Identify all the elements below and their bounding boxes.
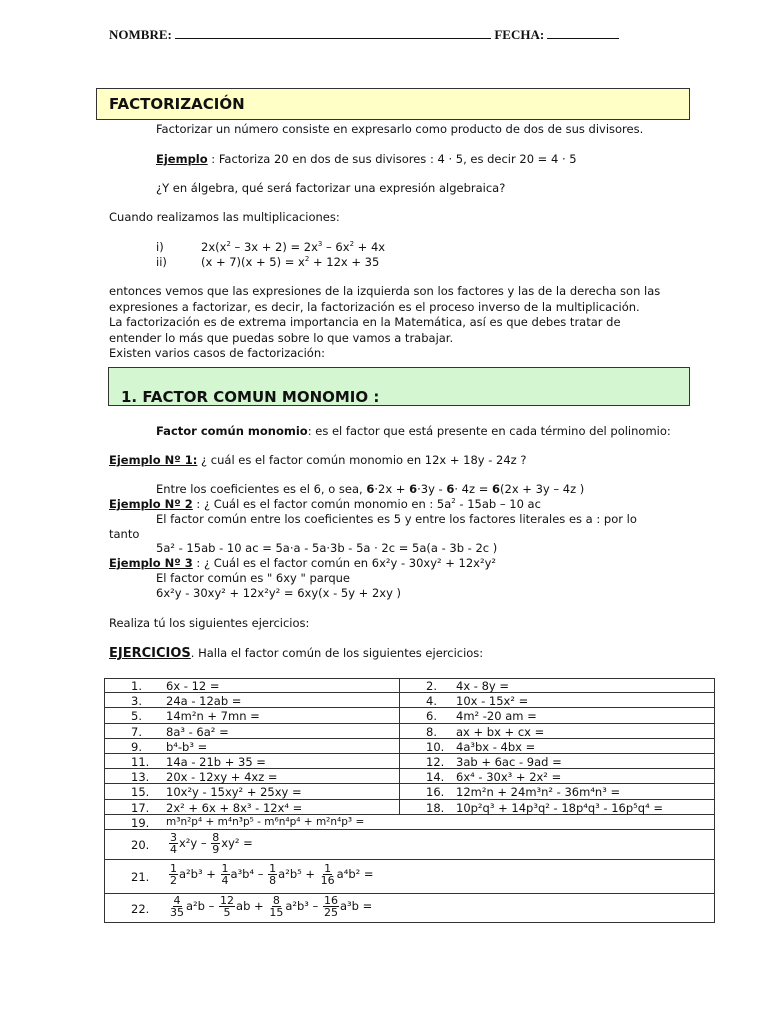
explanation-paragraph xyxy=(109,284,660,362)
factor-bold: 6 xyxy=(446,482,455,496)
exercise-number: 2. xyxy=(426,679,437,693)
ejemplo-3-text: : ¿ Cuál es el factor común en 6x²y - 30xy² + 12x²y² xyxy=(192,556,497,570)
exercise-number: 12. xyxy=(426,755,445,769)
exercise-expression: m³n²p⁴ + m⁴n³p⁵ - m⁶n⁴p⁴ + m²n⁴p³ = xyxy=(166,816,365,828)
ejercicios-label: EJERCICIOS xyxy=(109,646,191,661)
exercise-row xyxy=(104,678,714,693)
exercise-row-21 xyxy=(104,860,714,894)
numerator: 8 xyxy=(212,831,220,844)
denominator: 5 xyxy=(223,906,231,919)
exercise-number: 20. xyxy=(131,838,150,852)
section-title: FACTORIZACIÓN xyxy=(109,95,245,113)
exercise-number: 15. xyxy=(131,785,150,800)
exercise-number: 19. xyxy=(131,816,150,830)
denominator: 2 xyxy=(170,874,177,887)
exercise-row xyxy=(104,724,714,739)
exercise-number: 3. xyxy=(131,694,142,709)
exercise-row xyxy=(104,739,714,754)
ejemplo-3-explanation: El factor común es " 6xy " parque xyxy=(156,571,350,585)
exercise-expression xyxy=(168,832,253,855)
exercise-expression: 6x⁴ - 30x³ + 2x² = xyxy=(456,770,562,785)
ejemplo-line xyxy=(156,152,577,166)
factorizacion-title-box xyxy=(96,88,690,120)
exercise-expression: 10p²q³ + 14p³q² - 18p⁴q³ - 16p⁵q⁴ = xyxy=(456,800,663,815)
exercise-number: 1. xyxy=(131,679,142,693)
numerator: 16 xyxy=(323,894,338,907)
exercise-row xyxy=(104,769,714,784)
exercise-expression: 20x - 12xy + 4xz = xyxy=(166,770,278,785)
exercise-expression: ax + bx + cx = xyxy=(456,724,545,739)
denominator: 35 xyxy=(170,906,184,919)
numerator: 1 xyxy=(269,862,277,875)
term: xy² = xyxy=(221,836,253,850)
factor-bold: 6 xyxy=(409,482,418,496)
exercise-expression: 4a³bx - 4bx = xyxy=(456,739,536,754)
term: a³b = xyxy=(339,899,373,913)
term: x²y – xyxy=(179,836,207,850)
exercise-number: 21. xyxy=(131,870,150,884)
term: a²b – xyxy=(186,899,215,913)
exercise-number: 22. xyxy=(131,902,150,916)
ejemplo-2-line xyxy=(109,497,541,511)
paragraph-line: entonces vemos que las expresiones de la izquierda son los factores y las de la derecha son las xyxy=(109,284,661,298)
solution-text: Entre los coeficientes es el 6, o sea, xyxy=(156,482,367,496)
exponent: 2 xyxy=(349,240,355,249)
exercise-number: 11. xyxy=(131,755,150,769)
mult-ii-text: + 12x + 35 xyxy=(309,255,380,269)
term: ab + xyxy=(236,899,264,913)
definition-text: : es el factor que está presente en cada término del polinomio: xyxy=(307,424,671,438)
ejercicios-text: . Halla el factor común de los siguientes ejercicios: xyxy=(190,646,484,660)
ejemplo-2-solution: 5a² - 15ab - 10 ac = 5a·a - 5a·3b - 5a · 2c = 5a(a - 3b - 2c ) xyxy=(156,541,498,555)
exercise-expression: 10x²y - 15xy² + 25xy = xyxy=(166,785,302,800)
numerator: 1 xyxy=(221,862,229,875)
denominator: 4 xyxy=(170,843,177,856)
paragraph-line: entender lo más que puedas sobre lo que vamos a trabajar. xyxy=(109,330,454,345)
fecha-blank[interactable] xyxy=(547,26,619,39)
exercise-number: 4. xyxy=(426,694,437,709)
exercise-row xyxy=(104,784,714,799)
ejemplo-1-text: ¿ cuál es el factor común monomio en 12x + 18y - 24z ? xyxy=(197,453,527,467)
exercise-expression: 4x - 8y = xyxy=(456,679,509,693)
denominator: 9 xyxy=(212,843,220,856)
solution-text: ·3y - xyxy=(417,482,447,496)
ejercicios-heading xyxy=(109,646,483,661)
denominator: 4 xyxy=(221,874,229,887)
factor-bold: 6 xyxy=(366,482,375,496)
factor-comun-title-box xyxy=(108,367,690,406)
mult-i-text: – 3x + 2) = 2x xyxy=(230,240,318,254)
ejemplo-1-label: Ejemplo Nº 1: xyxy=(109,453,198,467)
ejemplo-1-solution xyxy=(156,482,584,496)
mult-i-text: + 4x xyxy=(354,240,386,254)
term: a²b⁵ + xyxy=(278,867,316,881)
exercise-number: 8. xyxy=(426,724,437,739)
fraction xyxy=(268,895,284,918)
exercise-expression xyxy=(168,895,372,918)
intro-paragraph: Factorizar un número consiste en expresarlo como producto de dos de sus divisores. xyxy=(156,122,644,136)
numerator: 12 xyxy=(220,894,235,907)
denominator: 8 xyxy=(269,874,277,887)
exercise-number: 5. xyxy=(131,709,142,724)
exercise-row xyxy=(104,693,714,708)
fraction xyxy=(169,895,185,918)
exercise-expression: 14a - 21b + 35 = xyxy=(166,755,266,769)
mult-i-label: i) xyxy=(156,240,164,254)
exercise-expression: 2x² + 6x + 8x³ - 12x⁴ = xyxy=(166,800,303,815)
fraction xyxy=(219,895,235,918)
ejemplo-label: Ejemplo xyxy=(156,152,208,166)
denominator: 16 xyxy=(320,874,335,887)
exercise-number: 17. xyxy=(131,800,150,815)
exercise-row-19 xyxy=(104,815,714,830)
ejemplo-2-tanto: tanto xyxy=(109,527,140,541)
exercise-number: 16. xyxy=(426,785,445,800)
exponent: 3 xyxy=(317,240,323,249)
numerator: 1 xyxy=(324,862,332,875)
definition-line xyxy=(156,424,671,438)
ejemplo-3-solution: 6x²y - 30xy² + 12x²y² = 6xy(x - 5y + 2xy ) xyxy=(156,586,402,600)
factor-bold: 6 xyxy=(492,482,501,496)
fraction xyxy=(169,863,178,886)
ejemplo-2-label: Ejemplo Nº 2 xyxy=(109,497,193,511)
term: a⁴b² = xyxy=(336,867,374,881)
numerator: 3 xyxy=(170,831,177,844)
ejemplo-2-text: : ¿ Cuál es el factor común monomio en : 5a xyxy=(192,497,452,511)
exercise-number: 13. xyxy=(131,770,150,785)
ejemplo-3-line xyxy=(109,556,496,570)
mult-ii xyxy=(156,255,379,269)
term: a³b⁴ – xyxy=(230,867,264,881)
mult-i xyxy=(156,240,385,254)
cuando-line: Cuando realizamos las multiplicaciones: xyxy=(109,210,340,224)
fraction xyxy=(221,863,230,886)
exponent: 2 xyxy=(304,255,310,264)
fraction xyxy=(320,863,336,886)
exercise-expression xyxy=(168,863,374,886)
mult-i-text: – 6x xyxy=(322,240,350,254)
denominator: 15 xyxy=(269,906,284,919)
exercise-number: 6. xyxy=(426,709,437,724)
fraction xyxy=(211,832,220,855)
solution-text: ·2x + xyxy=(374,482,410,496)
exercise-expression: 14m²n + 7mn = xyxy=(166,709,260,724)
exercise-row-20 xyxy=(104,830,714,860)
exercise-expression: 10x - 15x² = xyxy=(456,694,529,709)
exercise-number: 7. xyxy=(131,724,142,739)
exercise-expression: 4m² -20 am = xyxy=(456,709,537,724)
paragraph-line: Existen varios casos de factorización: xyxy=(109,346,326,360)
term: a²b³ + xyxy=(179,867,216,881)
ejemplo-2-explanation: El factor común entre los coeficientes es 5 y entre los factores literales es a : por lo xyxy=(156,512,637,526)
exercise-expression: 3ab + 6ac - 9ad = xyxy=(456,755,562,769)
ejemplo-text: : Factoriza 20 en dos de sus divisores : 4 · 5, es decir 20 = 4 · 5 xyxy=(207,152,577,166)
nombre-blank[interactable] xyxy=(175,26,491,39)
paragraph-line: expresiones a factorizar, es decir, la factorización es el proceso inverso de la multiplicación. xyxy=(109,299,640,314)
exercise-number: 10. xyxy=(426,739,445,754)
exercise-row xyxy=(104,800,714,815)
exercise-row xyxy=(104,754,714,769)
ejemplo-2-text: - 15ab – 10 ac xyxy=(455,497,541,511)
fraction xyxy=(169,832,178,855)
definition-label: Factor común monomio xyxy=(156,424,308,438)
numerator: 1 xyxy=(170,862,177,875)
fraction xyxy=(323,895,339,918)
mult-i-text: 2x(x xyxy=(201,240,227,254)
exercise-row-22 xyxy=(104,894,714,923)
exponent: 2 xyxy=(451,497,456,506)
exponent: 2 xyxy=(226,240,231,249)
exercise-expression: 8a³ - 6a² = xyxy=(166,724,229,739)
nombre-label: NOMBRE: xyxy=(109,27,172,42)
term: a²b³ – xyxy=(285,899,319,913)
name-date-header xyxy=(109,26,619,43)
numerator: 8 xyxy=(272,894,280,907)
denominator: 25 xyxy=(323,906,338,919)
ejemplo-1-line xyxy=(109,453,526,467)
mult-ii-text: (x + 7)(x + 5) = x xyxy=(201,255,305,269)
solution-text: (2x + 3y – 4z ) xyxy=(500,482,585,496)
fecha-label: FECHA: xyxy=(494,27,545,42)
exercise-row xyxy=(104,708,714,723)
algebra-question: ¿Y en álgebra, qué será factorizar una expresión algebraica? xyxy=(156,181,506,195)
numerator: 4 xyxy=(173,894,181,907)
exercise-expression: b⁴-b³ = xyxy=(166,739,208,754)
exercise-expression: 6x - 12 = xyxy=(166,679,220,693)
fraction xyxy=(268,863,277,886)
paragraph-line: La factorización es de extrema importancia en la Matemática, así es que debes tratar de xyxy=(109,315,621,329)
exercise-expression: 12m²n + 24m³n² - 36m⁴n³ = xyxy=(456,785,621,800)
solution-text: · 4z = xyxy=(454,482,492,496)
exercise-number: 9. xyxy=(131,739,142,754)
exercise-expression: 24a - 12ab = xyxy=(166,694,242,709)
exercise-number: 14. xyxy=(426,770,445,785)
realiza-line: Realiza tú los siguientes ejercicios: xyxy=(109,616,310,630)
exercise-number: 18. xyxy=(426,800,445,815)
ejemplo-3-label: Ejemplo Nº 3 xyxy=(109,556,193,570)
mult-ii-label: ii) xyxy=(156,255,167,269)
section-title: 1. FACTOR COMUN MONOMIO : xyxy=(121,388,380,406)
